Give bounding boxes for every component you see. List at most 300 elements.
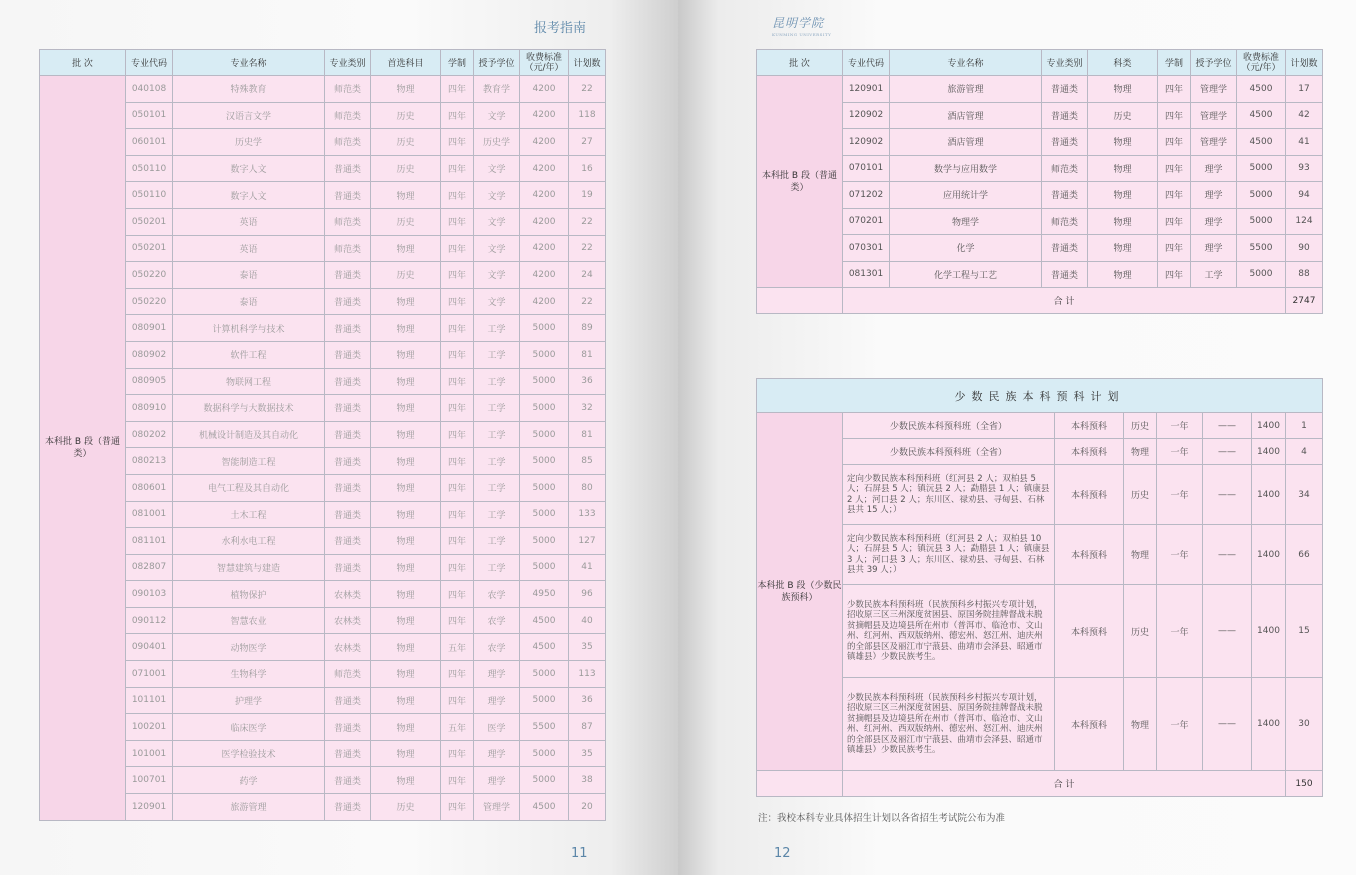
table-cell: 四年 bbox=[441, 554, 474, 581]
table-cell: 4200 bbox=[520, 208, 569, 235]
table-cell: 普通类 bbox=[325, 421, 371, 448]
table-cell: 师范类 bbox=[325, 76, 371, 103]
table-cell: 文学 bbox=[474, 102, 520, 129]
table-cell: 四年 bbox=[441, 368, 474, 395]
table-cell: 泰语 bbox=[173, 288, 325, 315]
table-cell: 四年 bbox=[441, 262, 474, 289]
table-cell: 一年 bbox=[1157, 678, 1203, 771]
table-cell: 智能制造工程 bbox=[173, 448, 325, 475]
column-header: 授予学位 bbox=[1191, 50, 1237, 76]
table-cell: 英语 bbox=[173, 235, 325, 262]
page-number: 11 bbox=[571, 846, 588, 861]
table-cell: 5000 bbox=[520, 315, 569, 342]
table-cell: 师范类 bbox=[325, 661, 371, 688]
table-cell: 文学 bbox=[474, 208, 520, 235]
table-cell: 120902 bbox=[843, 102, 890, 129]
table-cell: 物理 bbox=[1088, 129, 1158, 156]
table-cell: 四年 bbox=[441, 607, 474, 634]
table-cell: 124 bbox=[1286, 208, 1323, 235]
table-cell: 127 bbox=[569, 528, 606, 555]
table-cell: 普通类 bbox=[1042, 235, 1088, 262]
table-cell: 农学 bbox=[474, 634, 520, 661]
table-cell: 四年 bbox=[441, 740, 474, 767]
table-row bbox=[757, 413, 1323, 439]
table-cell: 5000 bbox=[520, 448, 569, 475]
table-cell: 101101 bbox=[126, 687, 173, 714]
table-cell: 5000 bbox=[520, 687, 569, 714]
table-cell: 工学 bbox=[474, 474, 520, 501]
table-cell: 工学 bbox=[474, 368, 520, 395]
total-spacer bbox=[757, 288, 843, 314]
table-cell: 理学 bbox=[1191, 155, 1237, 182]
table-cell: 普通类 bbox=[325, 315, 371, 342]
table-cell: 5000 bbox=[520, 740, 569, 767]
right-page bbox=[678, 0, 1356, 875]
table-cell: 师范类 bbox=[325, 129, 371, 156]
table-cell: 物理学 bbox=[890, 208, 1042, 235]
table-cell: 36 bbox=[569, 368, 606, 395]
table-cell: 泰语 bbox=[173, 262, 325, 289]
table-cell: 历史 bbox=[1088, 102, 1158, 129]
table-cell: 4500 bbox=[1237, 76, 1286, 103]
table-cell: 4200 bbox=[520, 182, 569, 209]
table-cell: 4500 bbox=[520, 794, 569, 821]
table-cell: 4200 bbox=[520, 235, 569, 262]
minority-plan-title: 少数民族本科预科计划 bbox=[757, 379, 1323, 413]
table-cell: 五年 bbox=[441, 714, 474, 741]
table-cell: 物理 bbox=[371, 554, 441, 581]
table-cell: 090112 bbox=[126, 607, 173, 634]
table-cell: 普通类 bbox=[325, 288, 371, 315]
table-cell: 88 bbox=[1286, 261, 1323, 288]
table-cell: 050220 bbox=[126, 262, 173, 289]
table-cell: 历史 bbox=[371, 102, 441, 129]
table-cell: 普通类 bbox=[325, 740, 371, 767]
table-cell: 农学 bbox=[474, 607, 520, 634]
table-cell: 工学 bbox=[474, 528, 520, 555]
table-cell: 一年 bbox=[1157, 413, 1203, 439]
table-cell: 物理 bbox=[371, 581, 441, 608]
table-cell: 物理 bbox=[371, 182, 441, 209]
table-cell: 工学 bbox=[474, 448, 520, 475]
table-cell: 普通类 bbox=[325, 714, 371, 741]
table-cell: 文学 bbox=[474, 182, 520, 209]
table-cell: 英语 bbox=[173, 208, 325, 235]
table-cell: 四年 bbox=[441, 315, 474, 342]
table-cell: 历史学 bbox=[474, 129, 520, 156]
table-cell: 物理 bbox=[371, 528, 441, 555]
table-cell: 113 bbox=[569, 661, 606, 688]
table-cell: 师范类 bbox=[1042, 155, 1088, 182]
table-cell: 081101 bbox=[126, 528, 173, 555]
table-cell: 四年 bbox=[441, 102, 474, 129]
table-cell: —— bbox=[1203, 413, 1252, 439]
table-cell: 物理 bbox=[371, 474, 441, 501]
table-cell: 42 bbox=[1286, 102, 1323, 129]
table-cell: 物理 bbox=[371, 368, 441, 395]
table-cell: 生物科学 bbox=[173, 661, 325, 688]
table-cell: 四年 bbox=[441, 661, 474, 688]
table-cell: 文学 bbox=[474, 235, 520, 262]
table-cell: 文学 bbox=[474, 288, 520, 315]
table-cell: 5000 bbox=[1237, 208, 1286, 235]
table-cell: 94 bbox=[1286, 182, 1323, 209]
table-cell: 本科预科 bbox=[1055, 585, 1124, 678]
table-cell: 81 bbox=[569, 421, 606, 448]
table-cell: 1 bbox=[1286, 413, 1323, 439]
table-cell: 38 bbox=[569, 767, 606, 794]
table-cell: 物理 bbox=[371, 634, 441, 661]
column-header: 计划数 bbox=[1286, 50, 1323, 76]
table-cell: 96 bbox=[569, 581, 606, 608]
table-cell: 工学 bbox=[1191, 261, 1237, 288]
table-cell: 理学 bbox=[474, 687, 520, 714]
table-cell: 90 bbox=[1286, 235, 1323, 262]
table-cell: 5000 bbox=[520, 661, 569, 688]
total-row bbox=[757, 288, 1323, 314]
table-cell: —— bbox=[1203, 465, 1252, 525]
table-cell: 历史 bbox=[371, 262, 441, 289]
table-cell: 一年 bbox=[1157, 525, 1203, 585]
table-cell: 物理 bbox=[371, 288, 441, 315]
table-cell: 物理 bbox=[371, 687, 441, 714]
table-cell: 66 bbox=[1286, 525, 1323, 585]
table-cell: 药学 bbox=[173, 767, 325, 794]
table-cell: 历史 bbox=[371, 794, 441, 821]
table-cell: 酒店管理 bbox=[890, 129, 1042, 156]
table-cell: 数字人文 bbox=[173, 155, 325, 182]
table-cell: 120902 bbox=[843, 129, 890, 156]
table-cell: 四年 bbox=[441, 341, 474, 368]
table-cell: 4200 bbox=[520, 155, 569, 182]
table-cell: —— bbox=[1203, 439, 1252, 465]
table-cell: 080202 bbox=[126, 421, 173, 448]
column-header: 计划数 bbox=[569, 50, 606, 76]
table-row bbox=[757, 76, 1323, 103]
batch-group-cell: 本科批 B 段（少数民族预科） bbox=[757, 413, 843, 771]
table-cell: 物理 bbox=[371, 315, 441, 342]
table-cell: 理学 bbox=[474, 661, 520, 688]
table-cell: 101001 bbox=[126, 740, 173, 767]
table-cell: 工学 bbox=[474, 421, 520, 448]
table-cell: 工学 bbox=[474, 395, 520, 422]
table-cell: 计算机科学与技术 bbox=[173, 315, 325, 342]
table-cell: 071202 bbox=[843, 182, 890, 209]
table-cell: 电气工程及其自动化 bbox=[173, 474, 325, 501]
table-cell: 24 bbox=[569, 262, 606, 289]
table-cell: 22 bbox=[569, 76, 606, 103]
table-cell: 农林类 bbox=[325, 581, 371, 608]
program-description: 定向少数民族本科预科班（红河县 2 人；双柏县 5 人；石屏县 5 人；镇沅县 2 人；勐腊县 1 人；镇康县 2 人；河口县 2 人；东川区、禄劝县、寻甸县、石林县共 15 人；） bbox=[843, 465, 1055, 525]
table-cell: 本科预科 bbox=[1055, 413, 1124, 439]
table-cell: 080905 bbox=[126, 368, 173, 395]
table-cell: 19 bbox=[569, 182, 606, 209]
table-cell: 旅游管理 bbox=[173, 794, 325, 821]
total-value: 150 bbox=[1286, 771, 1323, 797]
table-cell: 5000 bbox=[520, 767, 569, 794]
table-cell: 化学工程与工艺 bbox=[890, 261, 1042, 288]
table-cell: 4200 bbox=[520, 102, 569, 129]
table-cell: 普通类 bbox=[325, 262, 371, 289]
table-cell: 本科预科 bbox=[1055, 678, 1124, 771]
table-cell: 1400 bbox=[1252, 585, 1286, 678]
table-cell: 历史 bbox=[371, 208, 441, 235]
column-header: 收费标准（元/年） bbox=[520, 50, 569, 76]
table-cell: 物理 bbox=[371, 341, 441, 368]
table-cell: 四年 bbox=[441, 528, 474, 555]
admission-plan-table-continued bbox=[756, 49, 1323, 314]
table-cell: 物理 bbox=[371, 740, 441, 767]
table-cell: 1400 bbox=[1252, 439, 1286, 465]
table-cell: 动物医学 bbox=[173, 634, 325, 661]
table-cell: 工学 bbox=[474, 554, 520, 581]
table-cell: 本科预科 bbox=[1055, 439, 1124, 465]
table-cell: 22 bbox=[569, 235, 606, 262]
table-cell: 物理 bbox=[1088, 235, 1158, 262]
table-cell: 文学 bbox=[474, 155, 520, 182]
total-label: 合 计 bbox=[843, 771, 1286, 797]
table-cell: 41 bbox=[569, 554, 606, 581]
table-cell: 5000 bbox=[520, 341, 569, 368]
table-cell: 物理 bbox=[1088, 182, 1158, 209]
table-cell: 四年 bbox=[441, 76, 474, 103]
table-cell: 普通类 bbox=[325, 501, 371, 528]
table-cell: 四年 bbox=[1158, 182, 1191, 209]
table-cell: 工学 bbox=[474, 341, 520, 368]
table-cell: 历史学 bbox=[173, 129, 325, 156]
table-cell: 080601 bbox=[126, 474, 173, 501]
table-cell: 四年 bbox=[441, 501, 474, 528]
table-cell: 历史 bbox=[1124, 585, 1157, 678]
table-cell: 物理 bbox=[1124, 439, 1157, 465]
column-header: 授予学位 bbox=[474, 50, 520, 76]
table-cell: 工学 bbox=[474, 315, 520, 342]
table-cell: 软件工程 bbox=[173, 341, 325, 368]
table-cell: 普通类 bbox=[325, 687, 371, 714]
table-cell: 历史 bbox=[371, 155, 441, 182]
page-number: 12 bbox=[774, 846, 791, 861]
table-cell: 理学 bbox=[1191, 208, 1237, 235]
table-cell: 物理 bbox=[1088, 261, 1158, 288]
table-cell: 五年 bbox=[441, 634, 474, 661]
table-row bbox=[40, 76, 606, 103]
table-cell: 理学 bbox=[474, 740, 520, 767]
column-header: 专业类别 bbox=[325, 50, 371, 76]
program-description: 少数民族本科预科班（全省） bbox=[843, 413, 1055, 439]
table-cell: 工学 bbox=[474, 501, 520, 528]
table-cell: 082807 bbox=[126, 554, 173, 581]
table-cell: 071001 bbox=[126, 661, 173, 688]
table-cell: 5000 bbox=[520, 474, 569, 501]
total-value: 2747 bbox=[1286, 288, 1323, 314]
table-cell: 四年 bbox=[1158, 208, 1191, 235]
table-cell: 4200 bbox=[520, 262, 569, 289]
column-header: 批 次 bbox=[40, 50, 126, 76]
column-header: 批 次 bbox=[757, 50, 843, 76]
table-cell: 070301 bbox=[843, 235, 890, 262]
table-cell: 土木工程 bbox=[173, 501, 325, 528]
table-cell: 普通类 bbox=[325, 155, 371, 182]
table-cell: 临床医学 bbox=[173, 714, 325, 741]
table-cell: 090401 bbox=[126, 634, 173, 661]
table-cell: 本科预科 bbox=[1055, 525, 1124, 585]
table-cell: 物理 bbox=[1088, 208, 1158, 235]
table-cell: 87 bbox=[569, 714, 606, 741]
table-cell: 四年 bbox=[441, 767, 474, 794]
table-cell: 17 bbox=[1286, 76, 1323, 103]
column-header: 专业名称 bbox=[890, 50, 1042, 76]
table-cell: 普通类 bbox=[1042, 182, 1088, 209]
table-cell: 数据科学与大数据技术 bbox=[173, 395, 325, 422]
table-cell: 41 bbox=[1286, 129, 1323, 156]
table-cell: 1400 bbox=[1252, 525, 1286, 585]
total-row bbox=[757, 771, 1323, 797]
table-cell: 5000 bbox=[520, 421, 569, 448]
table-cell: 85 bbox=[569, 448, 606, 475]
table-cell: 医学检验技术 bbox=[173, 740, 325, 767]
university-logo: 昆明学院 KUNMING UNIVERSITY bbox=[772, 16, 832, 37]
table-cell: 普通类 bbox=[325, 554, 371, 581]
table-cell: 80 bbox=[569, 474, 606, 501]
table-cell: 管理学 bbox=[1191, 102, 1237, 129]
table-cell: 4500 bbox=[520, 634, 569, 661]
table-cell: 081301 bbox=[843, 261, 890, 288]
table-cell: 5000 bbox=[520, 501, 569, 528]
table-cell: 4200 bbox=[520, 129, 569, 156]
table-cell: 酒店管理 bbox=[890, 102, 1042, 129]
table-cell: 数字人文 bbox=[173, 182, 325, 209]
table-cell: 1400 bbox=[1252, 678, 1286, 771]
table-cell: 师范类 bbox=[325, 208, 371, 235]
table-cell: —— bbox=[1203, 678, 1252, 771]
table-cell: 四年 bbox=[441, 448, 474, 475]
table-cell: 四年 bbox=[441, 687, 474, 714]
table-cell: 普通类 bbox=[325, 368, 371, 395]
column-header: 专业名称 bbox=[173, 50, 325, 76]
table-cell: 汉语言文学 bbox=[173, 102, 325, 129]
table-cell: 16 bbox=[569, 155, 606, 182]
column-header: 专业类别 bbox=[1042, 50, 1088, 76]
table-cell: 历史 bbox=[1124, 465, 1157, 525]
table-cell: 普通类 bbox=[325, 448, 371, 475]
table-cell: 本科预科 bbox=[1055, 465, 1124, 525]
table-cell: 5500 bbox=[1237, 235, 1286, 262]
table-cell: 35 bbox=[569, 740, 606, 767]
column-header: 首选科目 bbox=[371, 50, 441, 76]
table-cell: 管理学 bbox=[1191, 129, 1237, 156]
table-cell: 物理 bbox=[371, 395, 441, 422]
batch-group-cell: 本科批 B 段（普通类） bbox=[40, 76, 126, 821]
table-cell: 一年 bbox=[1157, 465, 1203, 525]
table-cell: 080910 bbox=[126, 395, 173, 422]
table-cell: 一年 bbox=[1157, 439, 1203, 465]
table-cell: 师范类 bbox=[325, 235, 371, 262]
table-cell: 100701 bbox=[126, 767, 173, 794]
table-cell: 5000 bbox=[520, 368, 569, 395]
table-cell: 四年 bbox=[441, 129, 474, 156]
table-cell: 27 bbox=[569, 129, 606, 156]
table-cell: 4500 bbox=[520, 607, 569, 634]
total-label: 合 计 bbox=[843, 288, 1286, 314]
table-cell: 物理 bbox=[1124, 678, 1157, 771]
table-cell: 旅游管理 bbox=[890, 76, 1042, 103]
table-cell: 机械设计制造及其自动化 bbox=[173, 421, 325, 448]
table-cell: 物理 bbox=[371, 714, 441, 741]
table-cell: 数学与应用数学 bbox=[890, 155, 1042, 182]
table-cell: 化学 bbox=[890, 235, 1042, 262]
table-cell: 管理学 bbox=[474, 794, 520, 821]
table-cell: 080902 bbox=[126, 341, 173, 368]
table-cell: 历史 bbox=[1124, 413, 1157, 439]
table-cell: 四年 bbox=[1158, 235, 1191, 262]
program-description: 少数民族本科预科班（民族预科乡村振兴专项计划，招收原三区三州深度贫困县、原国务院挂牌督战未脱贫摘帽县及边境县所在州市（普洱市、临沧市、文山州、红河州、西双版纳州、德宏州、怒江州、迪庆州的全部县区及丽江市宁蒗县、曲靖市会泽县、昭通市镇雄县）少数民族考生。 bbox=[843, 585, 1055, 678]
table-cell: 医学 bbox=[474, 714, 520, 741]
table-cell: 15 bbox=[1286, 585, 1323, 678]
table-cell: 5000 bbox=[520, 528, 569, 555]
table-cell: 物联网工程 bbox=[173, 368, 325, 395]
table-cell: 物理 bbox=[371, 76, 441, 103]
program-description: 少数民族本科预科班（全省） bbox=[843, 439, 1055, 465]
table-cell: 四年 bbox=[441, 395, 474, 422]
table-cell: 050110 bbox=[126, 182, 173, 209]
table-cell: 教育学 bbox=[474, 76, 520, 103]
table-cell: 四年 bbox=[1158, 102, 1191, 129]
table-cell: 080213 bbox=[126, 448, 173, 475]
table-cell: 四年 bbox=[441, 208, 474, 235]
table-cell: 4950 bbox=[520, 581, 569, 608]
table-cell: 物理 bbox=[371, 421, 441, 448]
table-cell: 5000 bbox=[1237, 261, 1286, 288]
table-cell: 070101 bbox=[843, 155, 890, 182]
table-cell: 普通类 bbox=[1042, 261, 1088, 288]
table-cell: 050110 bbox=[126, 155, 173, 182]
table-cell: 1400 bbox=[1252, 465, 1286, 525]
table-cell: 护理学 bbox=[173, 687, 325, 714]
total-spacer bbox=[757, 771, 843, 797]
table-cell: 农林类 bbox=[325, 607, 371, 634]
batch-group-cell: 本科批 B 段（普通类） bbox=[757, 76, 843, 288]
table-cell: 081001 bbox=[126, 501, 173, 528]
table-cell: 物理 bbox=[371, 448, 441, 475]
table-cell: 智慧农业 bbox=[173, 607, 325, 634]
table-cell: 物理 bbox=[1088, 155, 1158, 182]
table-cell: 物理 bbox=[1088, 76, 1158, 103]
table-cell: 89 bbox=[569, 315, 606, 342]
table-cell: 5000 bbox=[1237, 155, 1286, 182]
minority-preparatory-table bbox=[756, 378, 1323, 797]
table-cell: 物理 bbox=[371, 767, 441, 794]
table-cell: 34 bbox=[1286, 465, 1323, 525]
table-cell: 四年 bbox=[1158, 155, 1191, 182]
table-cell: 物理 bbox=[1124, 525, 1157, 585]
column-header: 学制 bbox=[441, 50, 474, 76]
table-cell: 93 bbox=[1286, 155, 1323, 182]
table-cell: 四年 bbox=[441, 235, 474, 262]
table-cell: 理学 bbox=[474, 767, 520, 794]
table-cell: 81 bbox=[569, 341, 606, 368]
table-cell: 5000 bbox=[520, 554, 569, 581]
table-cell: 4200 bbox=[520, 288, 569, 315]
table-cell: 管理学 bbox=[1191, 76, 1237, 103]
table-cell: 普通类 bbox=[325, 767, 371, 794]
table-cell: 普通类 bbox=[325, 341, 371, 368]
program-description: 定向少数民族本科预科班（红河县 2 人；双柏县 10 人；石屏县 5 人；镇沅县 3 人；勐腊县 1 人；镇康县 3 人；河口县 3 人；东川区、禄劝县、寻甸县、石林县共 39 人；） bbox=[843, 525, 1055, 585]
table-cell: 普通类 bbox=[325, 395, 371, 422]
table-cell: 四年 bbox=[441, 288, 474, 315]
table-cell: 36 bbox=[569, 687, 606, 714]
table-cell: 师范类 bbox=[325, 102, 371, 129]
column-header: 科类 bbox=[1088, 50, 1158, 76]
